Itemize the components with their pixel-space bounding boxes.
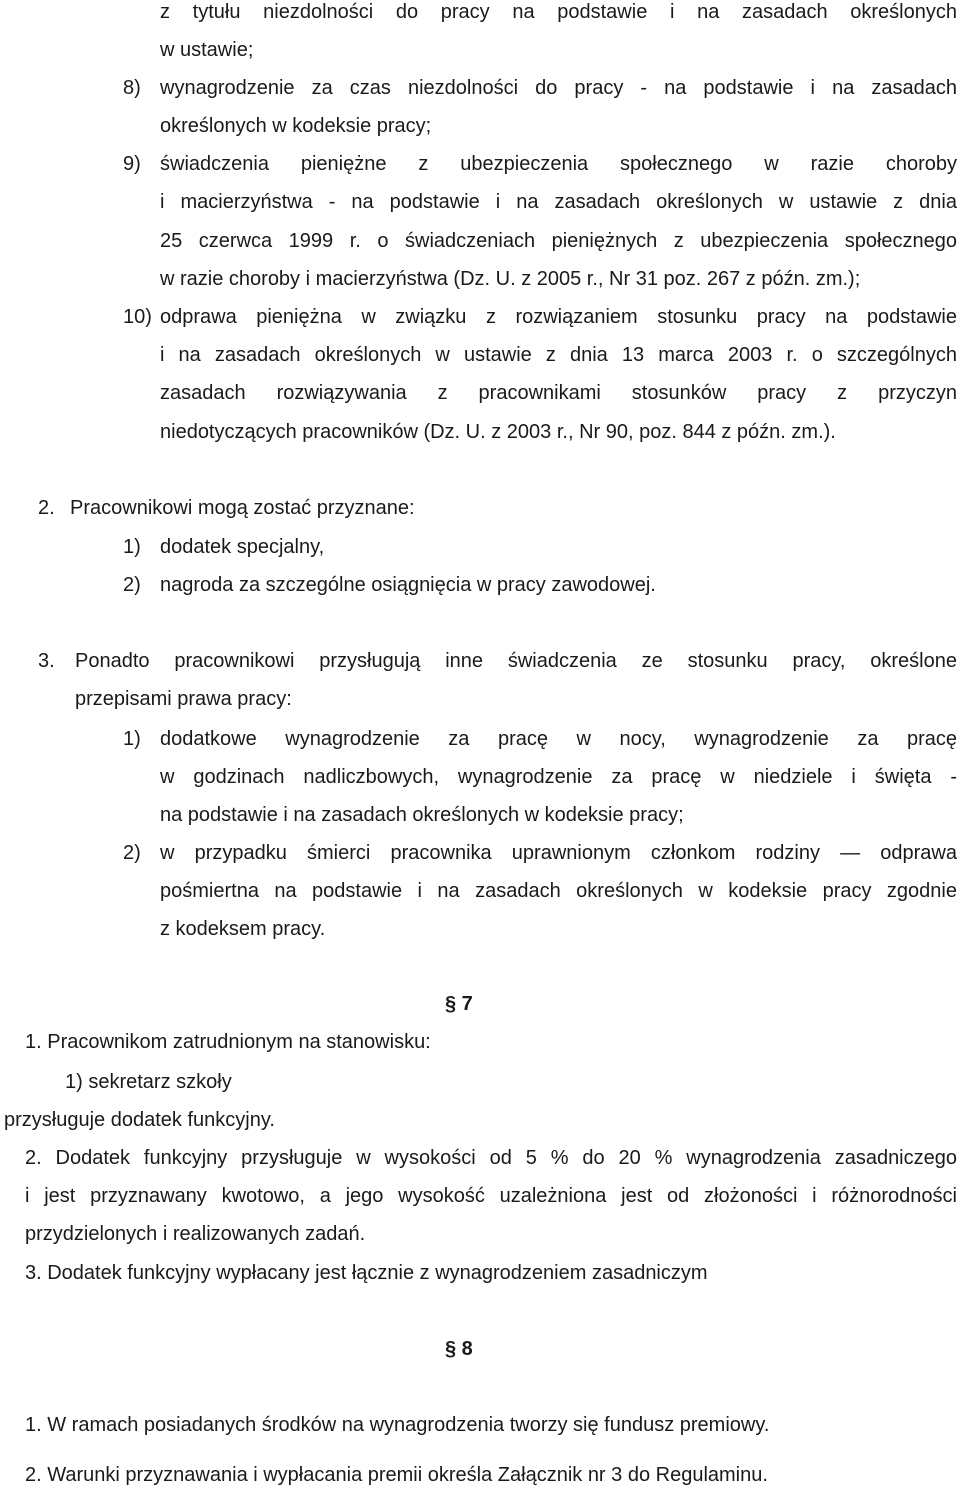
text-line: w godzinach nadliczbowych, wynagrodzenie za pracę w niedziele i święta - — [160, 766, 957, 788]
text-line: 1. Pracownikom zatrudnionym na stanowisku: — [25, 1031, 431, 1053]
text-line: nagroda za szczególne osiągnięcia w pracy zawodowej. — [160, 574, 656, 596]
text-line: 2. Dodatek funkcyjny przysługuje w wysokości od 5 % do 20 % wynagrodzenia zasadniczego — [25, 1147, 957, 1169]
section-heading: § 7 — [445, 993, 473, 1015]
text-line: na podstawie i na zasadach określonych w kodeksie pracy; — [160, 804, 684, 826]
text-line: określonych w kodeksie pracy; — [160, 115, 432, 137]
text-line: pośmiertna na podstawie i na zasadach określonych w kodeksie pracy zgodnie — [160, 880, 957, 902]
list-number: 9) — [123, 153, 141, 175]
text-line: dodatek specjalny, — [160, 536, 325, 558]
text-line: odprawa pieniężna w związku z rozwiązaniem stosunku pracy na podstawie — [160, 306, 957, 328]
text-line: przydzielonych i realizowanych zadań. — [25, 1223, 366, 1245]
text-line: 2. Warunki przyznawania i wypłacania premii określa Załącznik nr 3 do Regulaminu. — [25, 1464, 768, 1486]
text-line: świadczenia pieniężne z ubezpieczenia społecznego w razie choroby — [160, 153, 957, 175]
text-line: i jest przyznawany kwotowo, a jego wysokość uzależniona jest od złożoności i różnorodności — [25, 1185, 957, 1207]
text-line: i macierzyństwa - na podstawie i na zasadach określonych w ustawie z dnia — [160, 191, 957, 213]
list-number: 2) — [123, 574, 141, 596]
text-line: Pracownikowi mogą zostać przyznane: — [70, 497, 415, 519]
text-line: z kodeksem pracy. — [160, 918, 326, 940]
text-line: przepisami prawa pracy: — [75, 688, 292, 710]
text-line: zasadach rozwiązywania z pracownikami stosunków pracy z przyczyn — [160, 382, 957, 404]
list-number: 8) — [123, 77, 141, 99]
text-line: niedotyczących pracowników (Dz. U. z 2003 r., Nr 90, poz. 844 z późn. zm.). — [160, 421, 836, 443]
text-line: w razie choroby i macierzyństwa (Dz. U. z 2005 r., Nr 31 poz. 267 z późn. zm.); — [160, 268, 861, 290]
text-line: przysługuje dodatek funkcyjny. — [4, 1109, 275, 1131]
text-line: 3. Dodatek funkcyjny wypłacany jest łącznie z wynagrodzeniem zasadniczym — [25, 1262, 708, 1284]
list-number: 1) — [123, 536, 141, 558]
text-line: 25 czerwca 1999 r. o świadczeniach pieniężnych z ubezpieczenia społecznego — [160, 230, 957, 252]
list-number: 2) — [123, 842, 141, 864]
list-number: 1) — [123, 728, 141, 750]
paragraph-number: 3. — [38, 650, 55, 672]
text-line: dodatkowe wynagrodzenie za pracę w nocy, wynagrodzenie za pracę — [160, 728, 957, 750]
text-line: wynagrodzenie za czas niezdolności do pracy - na podstawie i na zasadach — [160, 77, 957, 99]
text-line: Ponadto pracownikowi przysługują inne świadczenia ze stosunku pracy, określone — [75, 650, 957, 672]
text-line: 1) sekretarz szkoły — [65, 1071, 232, 1093]
section-heading: § 8 — [445, 1338, 473, 1360]
paragraph-number: 2. — [38, 497, 55, 519]
text-line: w ustawie; — [160, 39, 254, 61]
text-line: w przypadku śmierci pracownika uprawnionym członkom rodziny — odprawa — [160, 842, 957, 864]
text-line: i na zasadach określonych w ustawie z dnia 13 marca 2003 r. o szczególnych — [160, 344, 957, 366]
list-number: 10) — [123, 306, 152, 328]
text-line: z tytułu niezdolności do pracy na podstawie i na zasadach określonych — [160, 1, 957, 23]
text-line: 1. W ramach posiadanych środków na wynagrodzenia tworzy się fundusz premiowy. — [25, 1414, 770, 1436]
